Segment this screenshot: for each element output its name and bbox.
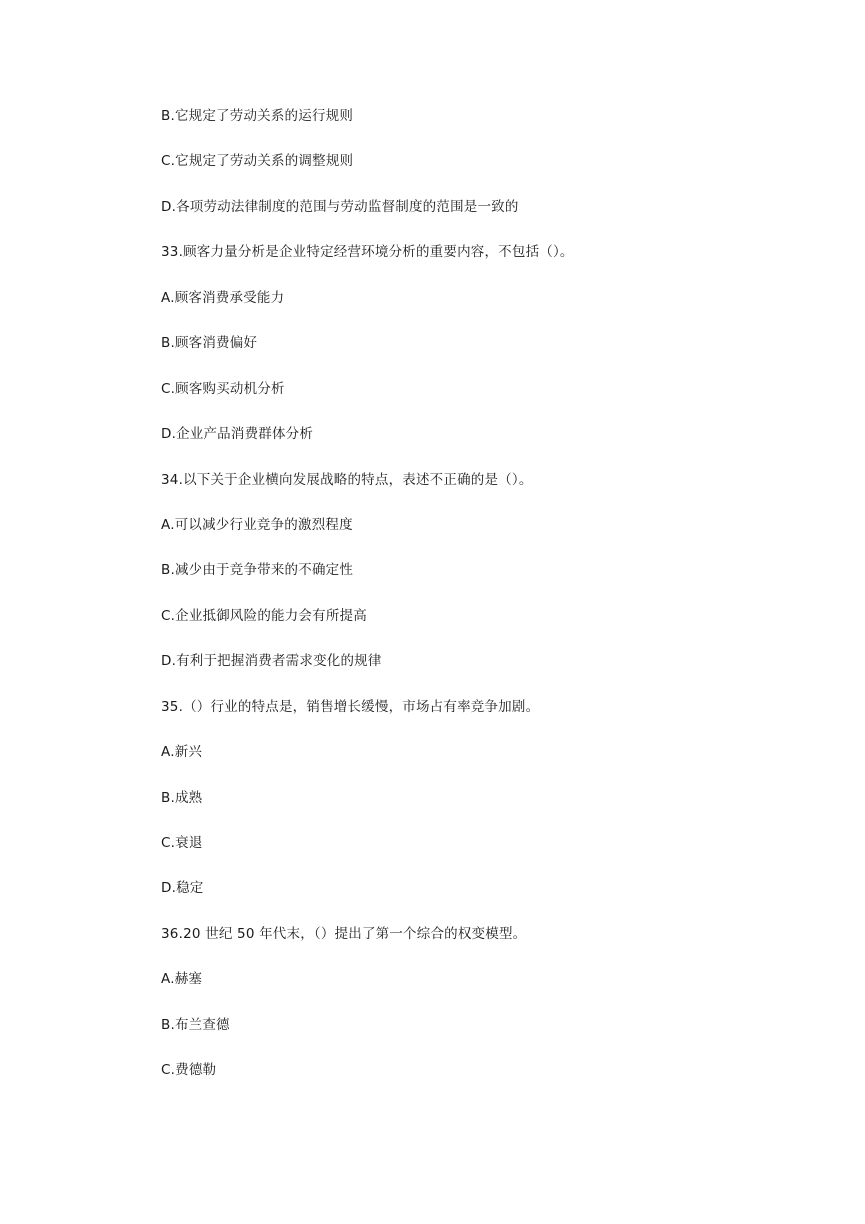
option-line: C.衰退 <box>161 835 203 851</box>
option-line: D.稳定 <box>161 880 204 897</box>
option-line: B.它规定了劳动关系的运行规则 <box>161 108 354 124</box>
question-line: 36.20 世纪 50 年代末，（）提出了第一个综合的权变模型。 <box>161 925 527 942</box>
option-line: C.顾客购买动机分析 <box>161 380 285 397</box>
option-line: C.企业抵御风险的能力会有所提高 <box>161 607 367 624</box>
question-text <box>161 104 821 1104</box>
question-line: 33.顾客力量分析是企业特定经营环境分析的重要内容，不包括（）。 <box>161 244 574 261</box>
option-line: A.顾客消费承受能力 <box>161 289 285 306</box>
option-line: D.企业产品消费群体分析 <box>161 426 314 443</box>
option-line: A.可以减少行业竞争的激烈程度 <box>161 516 353 533</box>
option-line: D.各项劳动法律制度的范围与劳动监督制度的范围是一致的 <box>161 198 519 215</box>
option-line: A.赫塞 <box>161 971 203 988</box>
question-line: 34.以下关于企业横向发展战略的特点，表述不正确的是（）。 <box>161 471 533 488</box>
option-line: C.费德勒 <box>161 1062 217 1079</box>
option-line: C.它规定了劳动关系的调整规则 <box>161 153 354 170</box>
option-line: D.有利于把握消费者需求变化的规律 <box>161 653 382 670</box>
question-line: 35.（）行业的特点是，销售增长缓慢，市场占有率竞争加剧。 <box>161 698 540 715</box>
option-line: B.顾客消费偏好 <box>161 335 258 352</box>
option-line: B.减少由于竞争带来的不确定性 <box>161 562 354 579</box>
option-line: B.布兰查德 <box>161 1016 230 1033</box>
option-line: A.新兴 <box>161 744 203 761</box>
option-line: B.成熟 <box>161 789 203 806</box>
